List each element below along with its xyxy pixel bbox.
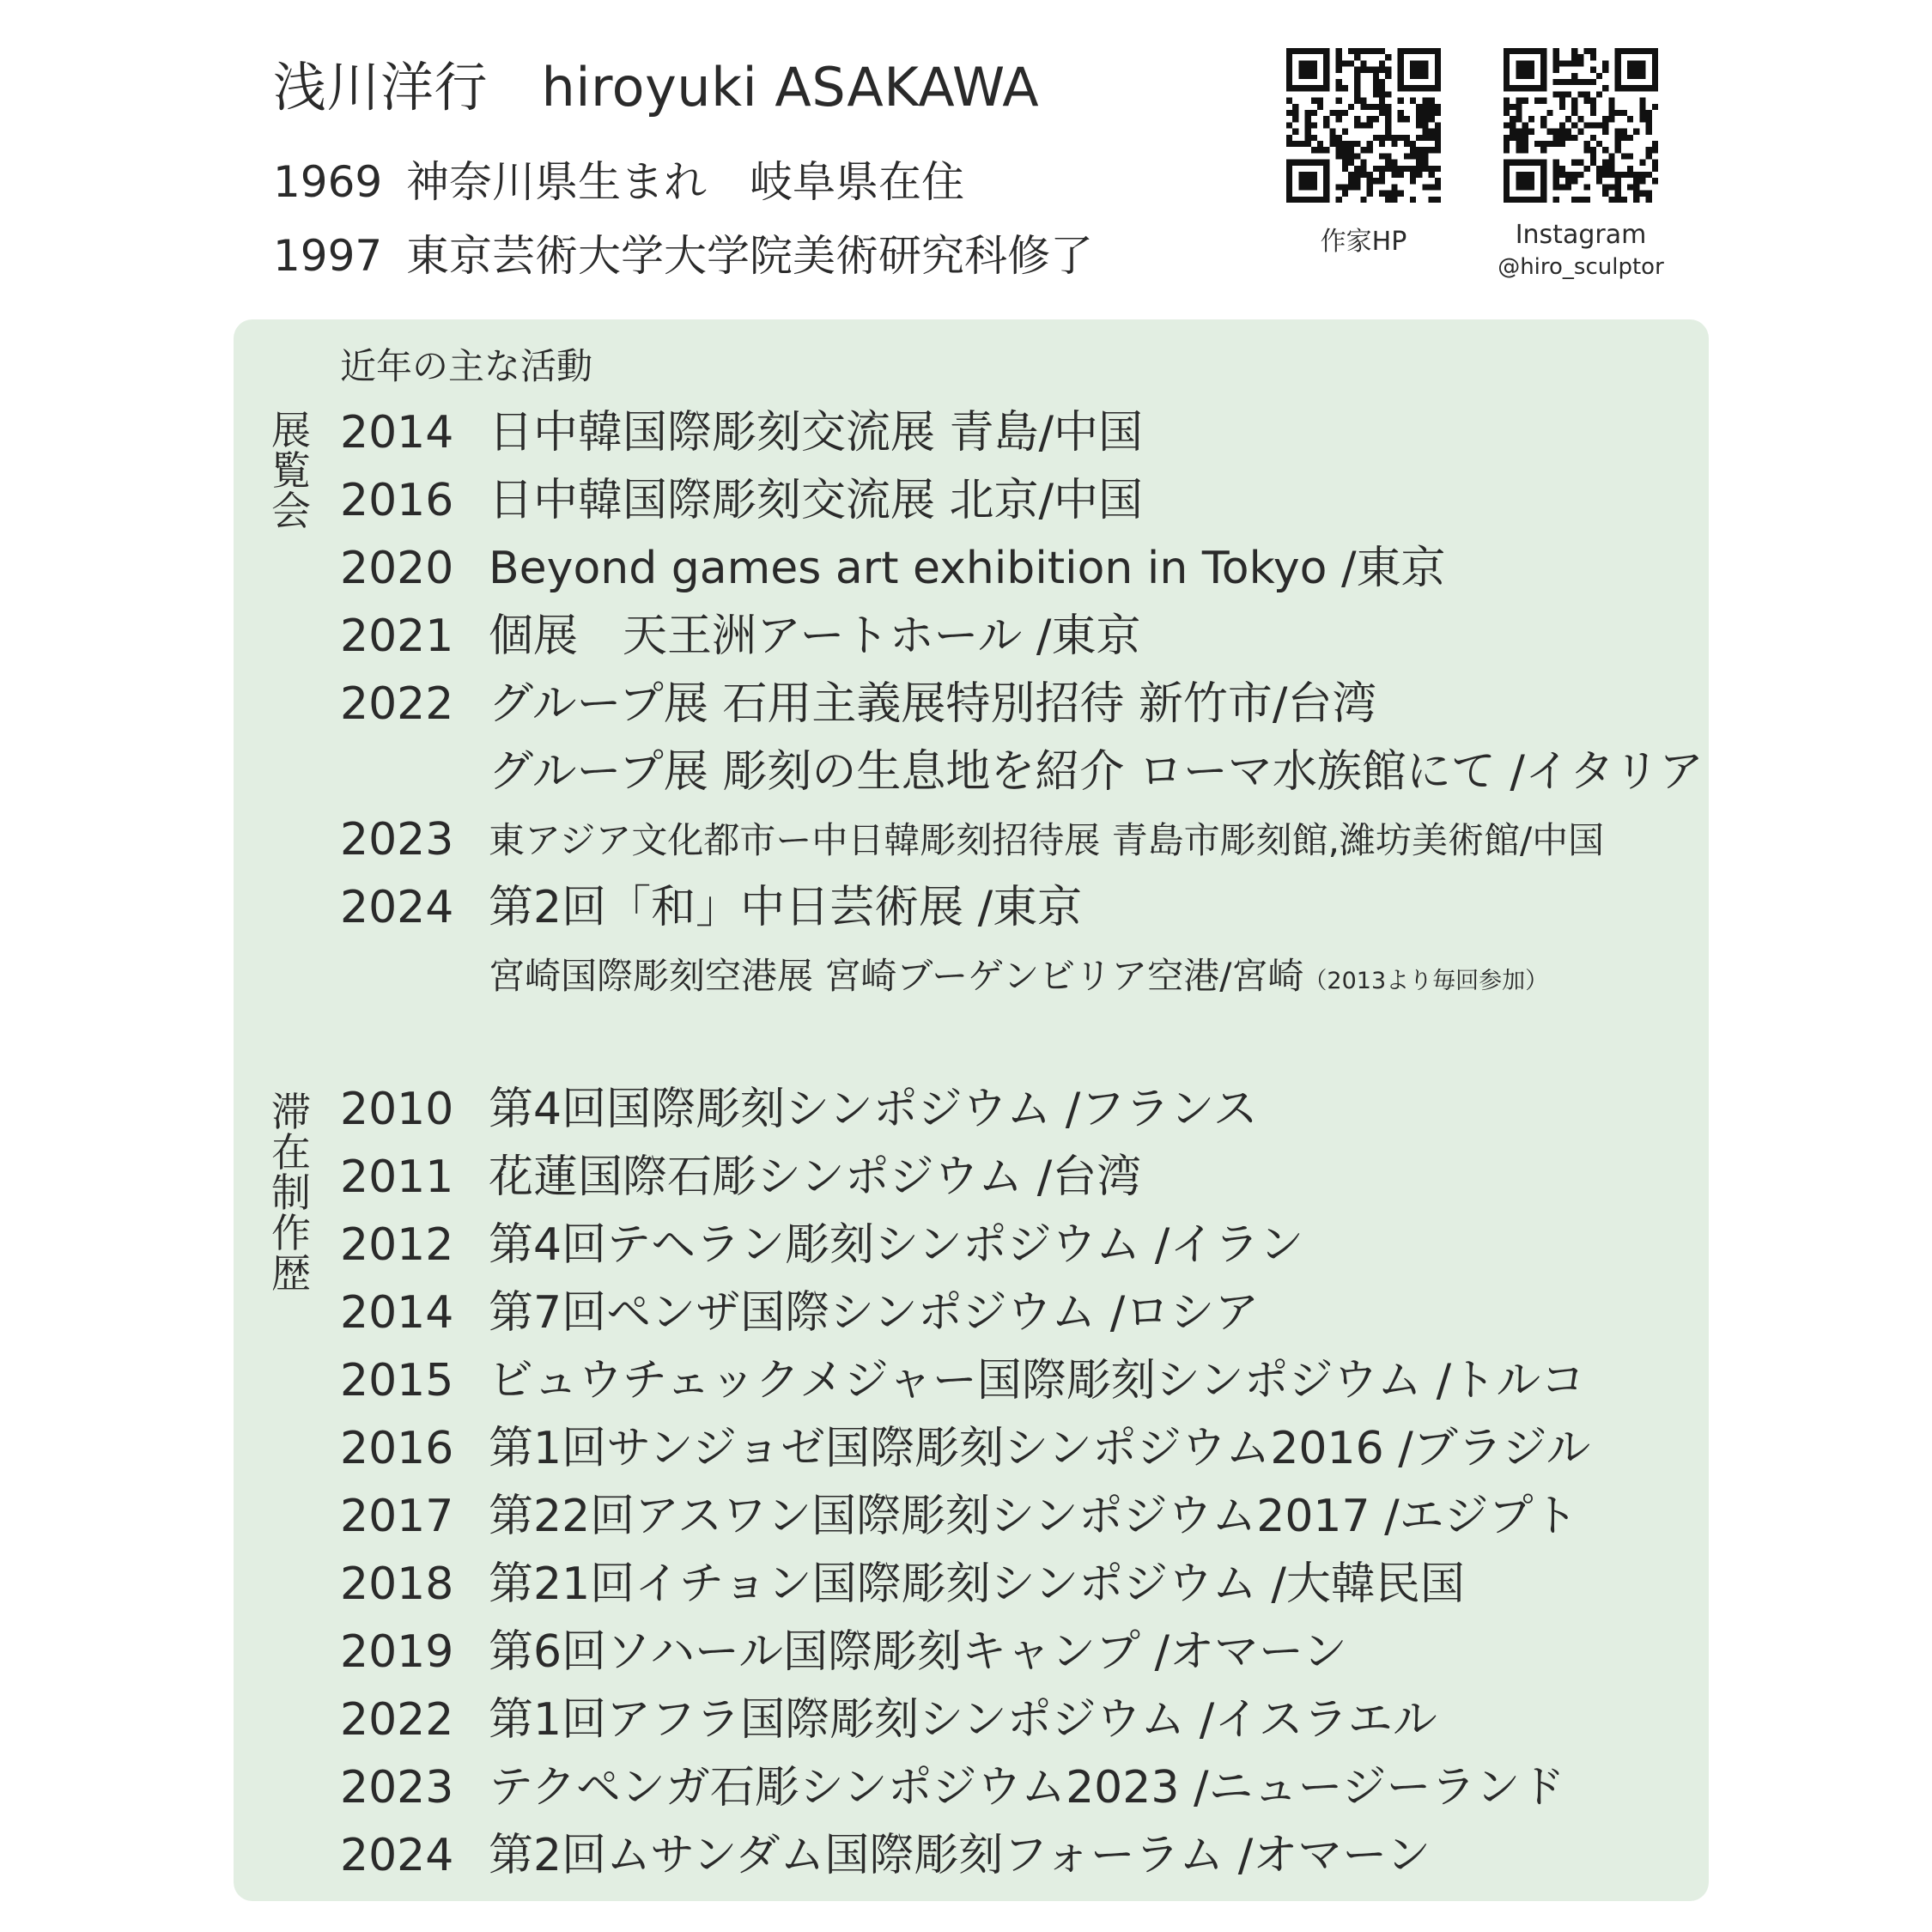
row-year: 2022 <box>340 1694 454 1746</box>
bio-text: 東京芸術大学大学院美術研究科修了 <box>406 231 1093 281</box>
row-text: グループ展 彫刻の生息地を紹介 ローマ水族館にて /イタリア <box>489 746 1704 798</box>
bio-line-birth <box>273 148 964 210</box>
row-text: 日中韓国際彫刻交流展 青島/中国 <box>489 407 1144 459</box>
row-year: 2016 <box>340 1423 454 1474</box>
artist-name: 浅川洋行 hiroyuki ASAKAWA <box>273 56 1040 118</box>
activities-heading: 近年の主な活動 <box>340 345 593 387</box>
row-year: 2021 <box>340 611 454 662</box>
row-text: 第6回ソハール国際彫刻キャンプ /オマーン <box>489 1626 1348 1678</box>
row-year: 2012 <box>340 1219 454 1271</box>
row-year: 2022 <box>340 678 454 730</box>
row-text: 第4回国際彫刻シンポジウム /フランス <box>489 1084 1258 1135</box>
row-text: 第2回ムサンダム国際彫刻フォーラム /オマーン <box>489 1830 1431 1881</box>
qr-code-homepage[interactable] <box>1286 48 1441 203</box>
residency-section-label: 滞在制作歴 <box>271 1089 311 1297</box>
bio-line-education <box>273 222 1093 283</box>
row-text: 日中韓国際彫刻交流展 北京/中国 <box>489 475 1144 526</box>
row-text: 第7回ペンザ国際シンポジウム /ロシア <box>489 1287 1260 1339</box>
row-year: 2020 <box>340 543 454 594</box>
row-year: 2010 <box>340 1084 454 1135</box>
row-year: 2014 <box>340 1287 454 1339</box>
row-year: 2024 <box>340 882 454 933</box>
row-year: 2015 <box>340 1355 454 1406</box>
bio-year: 1969 <box>273 157 383 207</box>
row-text: 第22回アスワン国際彫刻シンポジウム2017 /エジプト <box>489 1491 1578 1542</box>
instagram-handle: @hiro_sculptor <box>1498 254 1664 280</box>
row-text: 第2回「和」中日芸術展 /東京 <box>489 882 1083 933</box>
row-text: 第1回サンジョゼ国際彫刻シンポジウム2016 /ブラジル <box>489 1423 1591 1474</box>
row-text: 宮崎国際彫刻空港展 宮崎ブーゲンビリア空港/宮崎 <box>489 955 1304 997</box>
qr-code-instagram[interactable] <box>1504 48 1658 203</box>
row-text: ビュウチェックメジャー国際彫刻シンポジウム /トルコ <box>489 1355 1586 1406</box>
row-text: 東アジア文化都市ー中日韓彫刻招待展 青島市彫刻館,濰坊美術館/中国 <box>489 819 1605 861</box>
row-text: 個展 天王洲アートホール /東京 <box>489 611 1141 662</box>
exhibitions-section-label: 展覧会 <box>271 407 311 534</box>
row-year: 2023 <box>340 814 454 866</box>
row-text: 第1回アフラ国際彫刻シンポジウム /イスラエル <box>489 1694 1437 1746</box>
row-text: 第4回テヘラン彫刻シンポジウム /イラン <box>489 1219 1304 1271</box>
row-text: 第21回イチョン国際彫刻シンポジウム /大韓民国 <box>489 1558 1465 1610</box>
row-text: テクペンガ石彫シンポジウム2023 /ニュージーランド <box>489 1762 1565 1814</box>
row-year: 2016 <box>340 475 454 526</box>
row-year: 2017 <box>340 1491 454 1542</box>
row-text: グループ展 石用主義展特別招待 新竹市/台湾 <box>489 678 1377 730</box>
row-year: 2019 <box>340 1626 454 1678</box>
row-year: 2024 <box>340 1830 454 1881</box>
row-year: 2014 <box>340 407 454 459</box>
bio-text: 神奈川県生まれ 岐阜県在住 <box>406 157 964 207</box>
row-year: 2023 <box>340 1762 454 1814</box>
row-year: 2018 <box>340 1558 454 1610</box>
row-text: Beyond games art exhibition in Tokyo /東京 <box>489 543 1446 594</box>
row-note: （2013より毎回参加） <box>1303 968 1549 994</box>
qr-caption-homepage: 作家HP <box>1320 227 1407 257</box>
bio-year: 1997 <box>273 231 383 281</box>
row-year: 2011 <box>340 1151 454 1203</box>
qr-caption-instagram: Instagram <box>1515 220 1647 250</box>
row-text: 花蓮国際石彫シンポジウム /台湾 <box>489 1151 1142 1203</box>
row-text-with-note <box>489 955 1549 997</box>
